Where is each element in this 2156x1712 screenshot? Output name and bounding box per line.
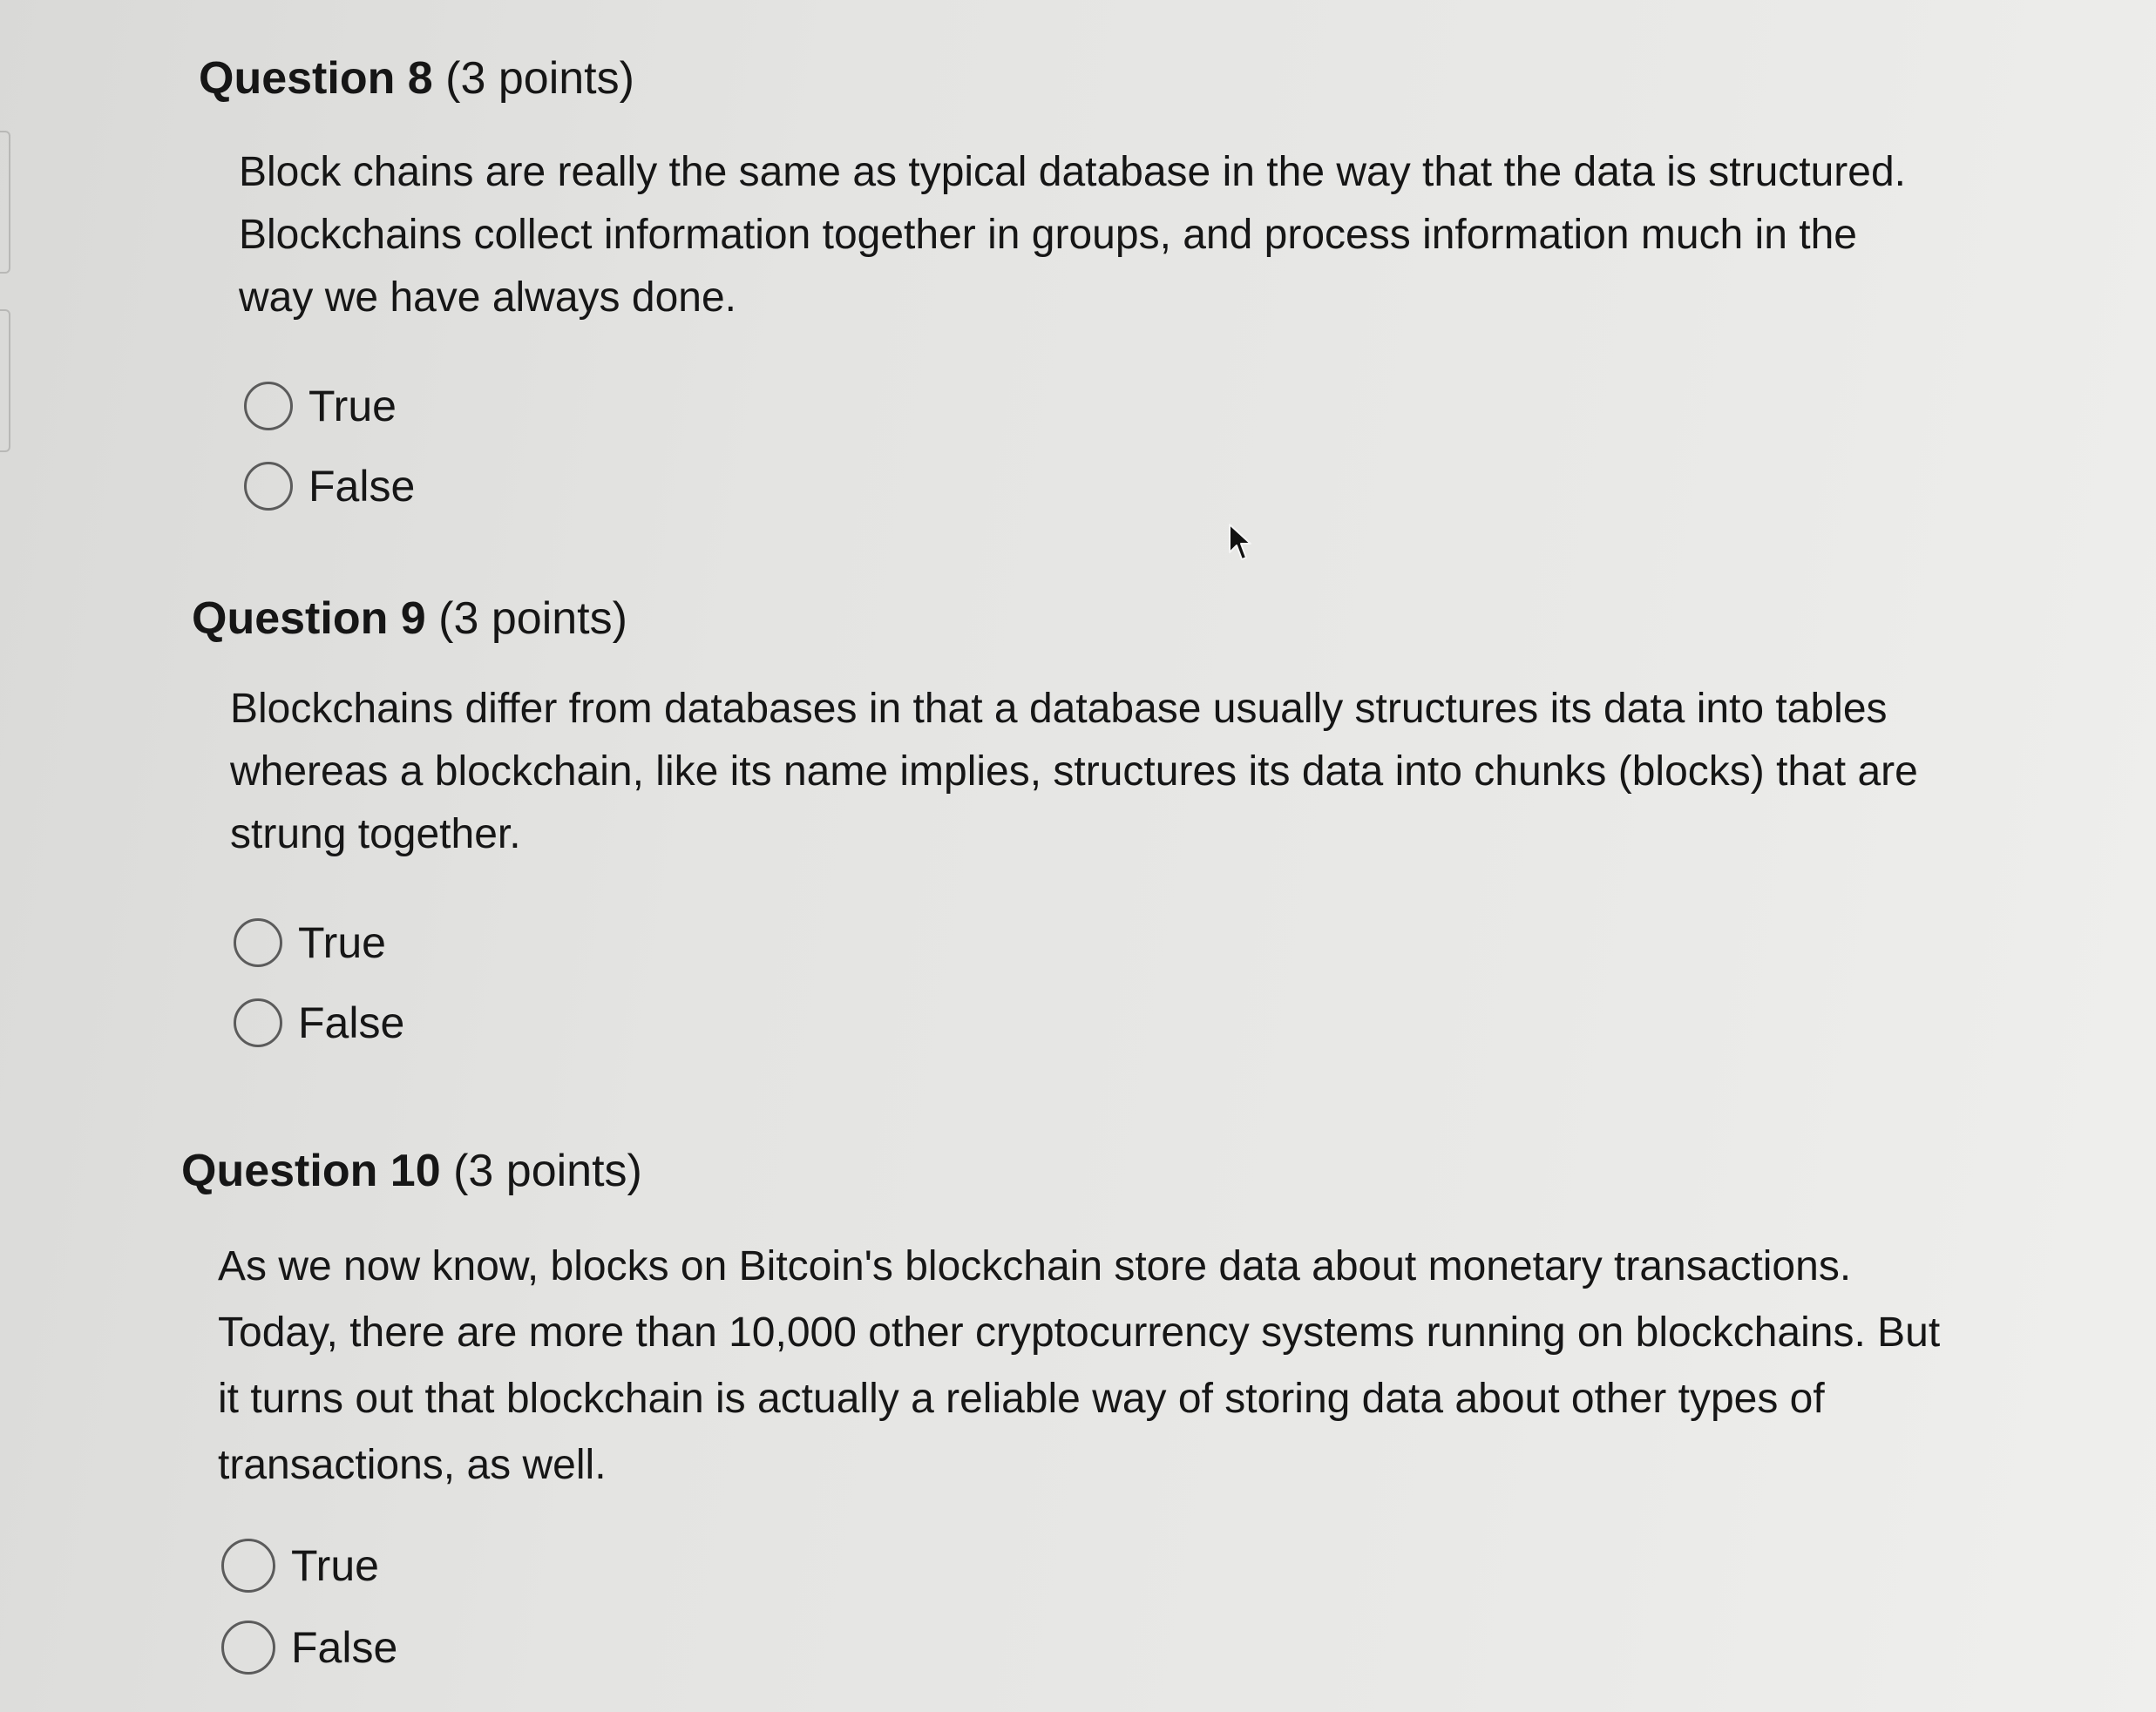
question-points: (3 points) (453, 1146, 642, 1196)
option-true[interactable] (234, 903, 404, 983)
question-points: (3 points) (445, 53, 634, 104)
answer-options (244, 366, 415, 526)
option-label: True (291, 1541, 379, 1590)
question-title (181, 1143, 2011, 1199)
question-text: Blockchains differ from databases in that a database usually structures its data into tables whereas a blockchain, like its name implies, structures its data into chunks (blocks) that are strung together. (230, 686, 1918, 857)
radio-unselected-icon[interactable] (234, 918, 282, 967)
radio-unselected-icon[interactable] (244, 462, 293, 511)
question-text: Block chains are really the same as typical database in the way that the data is structured. Blockchains collect information together in groups, and process information much in the way we have always done. (239, 149, 1907, 321)
option-false[interactable] (234, 983, 404, 1063)
question-9 (192, 591, 1987, 1079)
radio-unselected-icon[interactable] (234, 998, 282, 1047)
option-label: True (308, 382, 397, 430)
question-text: As we now know, blocks on Bitcoin's blockchain store data about monetary transactions. Today, there are more than 10,000 other cryptocurrency systems running on blockchains. But it turns out that blockchain is actually a reliable way of storing data about other types of transactions, as well. (218, 1243, 1941, 1488)
question-8 (199, 51, 1942, 521)
answer-options (234, 903, 404, 1063)
left-edge-mark (0, 131, 10, 274)
radio-unselected-icon[interactable] (221, 1621, 275, 1675)
question-title (199, 51, 1942, 106)
option-true[interactable] (244, 366, 415, 446)
option-false[interactable] (221, 1607, 397, 1688)
question-number: Question 8 (199, 53, 433, 104)
question-title (192, 591, 1987, 646)
option-true[interactable] (221, 1525, 397, 1607)
radio-unselected-icon[interactable] (221, 1539, 275, 1593)
question-points: (3 points) (438, 593, 627, 644)
mouse-pointer-icon (1227, 523, 1253, 563)
option-false[interactable] (244, 446, 415, 526)
answer-options (221, 1525, 397, 1688)
option-label: False (298, 998, 405, 1047)
radio-unselected-icon[interactable] (244, 382, 293, 430)
option-label: False (291, 1623, 398, 1672)
option-label: True (298, 918, 386, 967)
question-number: Question 9 (192, 593, 426, 644)
question-10 (181, 1143, 2011, 1701)
left-edge-mark (0, 309, 10, 452)
question-number: Question 10 (181, 1146, 441, 1196)
option-label: False (308, 462, 416, 511)
